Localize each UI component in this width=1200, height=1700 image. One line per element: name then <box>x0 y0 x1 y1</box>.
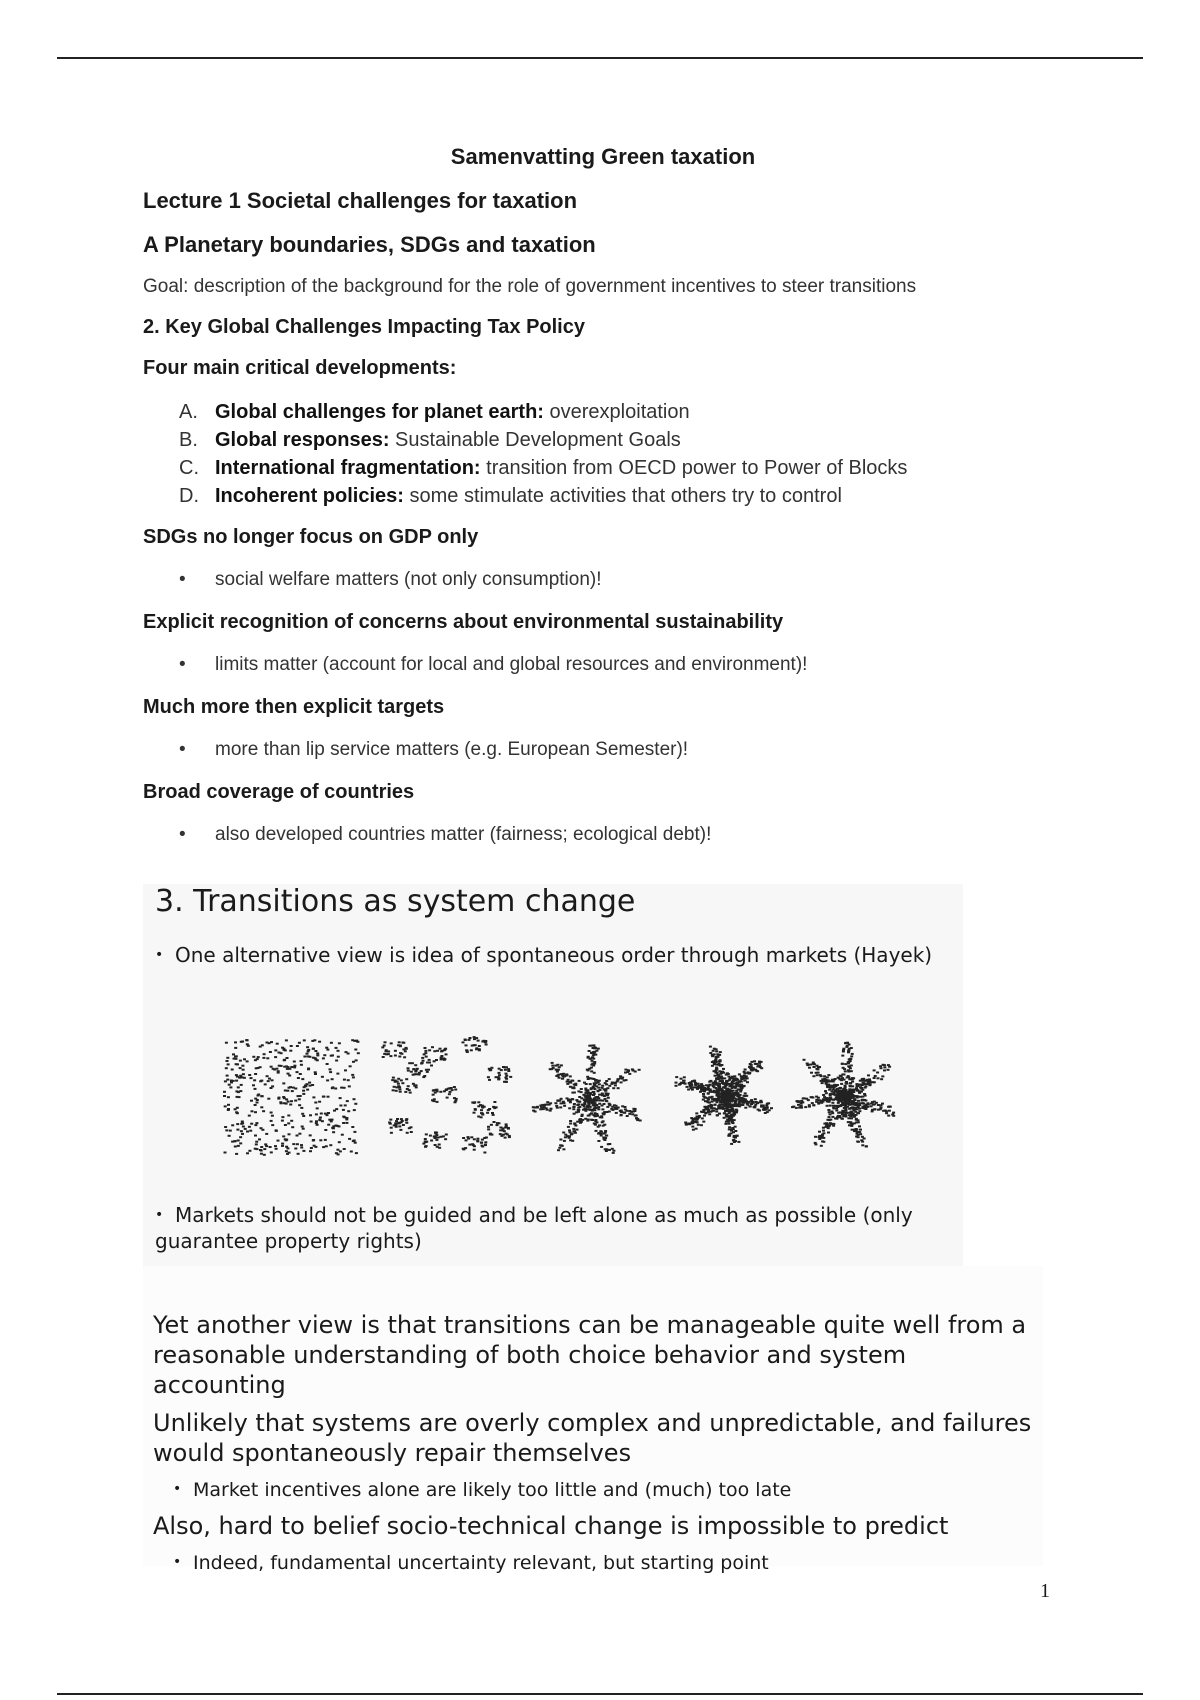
header-rule <box>57 57 1143 59</box>
targets-heading: Much more then explicit targets <box>143 696 445 718</box>
scatter-dense-icon <box>675 1046 774 1145</box>
list-item: A. Global challenges for planet earth: overexploitation <box>179 401 690 423</box>
goal-text: Goal: description of the background for the role of government incentives to steer transitions <box>143 276 917 297</box>
slide-sub-bullet: • Indeed, fundamental uncertainty relevant, but starting point <box>173 1552 769 1574</box>
document-body <box>143 140 1063 866</box>
lecture-heading: Lecture 1 Societal challenges for taxation <box>143 188 578 213</box>
environment-list <box>143 652 1063 678</box>
slide-manageable-transitions <box>143 1266 1043 1574</box>
list-item: • also developed countries matter (fairness; ecological debt)! <box>179 824 712 845</box>
footer-rule <box>57 1693 1143 1695</box>
slide-sub-bullet: • Market incentives alone are likely too little and (much) too late <box>173 1479 792 1501</box>
scatter-clusters-icon <box>381 1036 512 1153</box>
list-item: • limits matter (account for local and global resources and environment)! <box>179 654 808 675</box>
sdg-list <box>143 567 1063 593</box>
slide-paragraph: Unlikely that systems are overly complex and unpredictable, and failures would spontaneously repair themselves <box>153 1409 1032 1467</box>
list-item: B. Global responses: Sustainable Development Goals <box>179 429 681 451</box>
list-item: D. Incoherent policies: some stimulate activities that others try to control <box>179 485 842 507</box>
section-heading: A Planetary boundaries, SDGs and taxation <box>143 232 596 257</box>
slide-transitions <box>143 884 963 1266</box>
list-item: C. International fragmentation: transition from OECD power to Power of Blocks <box>179 457 908 479</box>
slide-bullet: • One alternative view is idea of spontaneous order through markets (Hayek) <box>155 943 933 967</box>
slide-paragraph: Yet another view is that transitions can be manageable quite well from a reasonable understanding of both choice behavior and system accounting <box>153 1311 1027 1399</box>
environment-heading: Explicit recognition of concerns about environmental sustainability <box>143 611 784 633</box>
scatter-dense-star-icon <box>791 1042 895 1148</box>
scatter-star-icon <box>532 1044 642 1154</box>
slide-title: 3. Transitions as system change <box>155 884 636 919</box>
list-item: • social welfare matters (not only consumption)! <box>179 569 602 590</box>
slide-bullet: • Markets should not be guided and be left alone as much as possible (only guarantee property rights) <box>155 1203 913 1253</box>
page-number: 1 <box>1040 1580 1050 1602</box>
coverage-list <box>143 822 1063 848</box>
four-developments-heading: Four main critical developments: <box>143 357 457 379</box>
developments-list <box>143 398 1063 510</box>
scatter-random-icon <box>223 1039 360 1156</box>
document-title: Samenvatting Green taxation <box>450 144 756 169</box>
key-challenges-heading: 2. Key Global Challenges Impacting Tax Policy <box>143 316 585 338</box>
spontaneous-order-figure <box>223 1034 923 1164</box>
slide-paragraph: Also, hard to belief socio-technical change is impossible to predict <box>153 1512 949 1540</box>
targets-list <box>143 737 1063 763</box>
list-item: • more than lip service matters (e.g. European Semester)! <box>179 739 689 760</box>
coverage-heading: Broad coverage of countries <box>143 781 415 803</box>
sdg-heading: SDGs no longer focus on GDP only <box>143 526 479 548</box>
